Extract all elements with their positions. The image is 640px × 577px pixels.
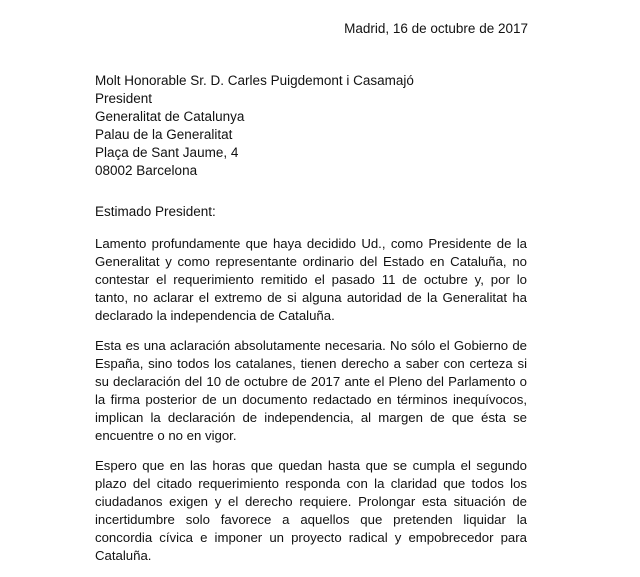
recipient-name: Molt Honorable Sr. D. Carles Puigdemont i Casamajó <box>95 73 414 88</box>
body-paragraph-1: Lamento profundamente que haya decidido Ud., como Presidente de la Generalitat y como representante ordinario del Estado en Cataluña, no contestar el requerimiento remitido el pasado 11 de octubre y, por lo tanto, no aclarar el extremo de si alguna autoridad de la Generalitat ha declarado la independencia de Cataluña. <box>95 236 527 323</box>
recipient-institution: Generalitat de Catalunya <box>95 109 245 124</box>
recipient-building: Palau de la Generalitat <box>95 127 233 142</box>
letter-date: Madrid, 16 de octubre de 2017 <box>344 21 528 36</box>
letter-body <box>95 235 527 577</box>
recipient-address-block <box>95 72 414 180</box>
recipient-city: 08002 Barcelona <box>95 163 198 178</box>
recipient-title: President <box>95 91 153 106</box>
body-paragraph-3: Espero que en las horas que quedan hasta que se cumpla el segundo plazo del citado requerimiento responda con la claridad que todos los ciudadanos exigen y el derecho requiere. Prolongar esta situación de incertidumbre solo favorece a aquellos que pretenden liquidar la concordia cívica e imponer un proyecto radical y empobrecedor para Cataluña. <box>95 458 527 563</box>
body-paragraph-2: Esta es una aclaración absolutamente necesaria. No sólo el Gobierno de España, sino todos los catalanes, tienen derecho a saber con certeza si su declaración del 10 de octubre de 2017 ante el Pleno del Parlamento o la firma posterior de un documento redactado en términos inequívocos, implican la declaración de independencia, al margen de que ésta se encuentre o no en vigor. <box>95 338 527 443</box>
recipient-street: Plaça de Sant Jaume, 4 <box>95 145 239 160</box>
letter-salutation: Estimado President: <box>95 204 216 219</box>
